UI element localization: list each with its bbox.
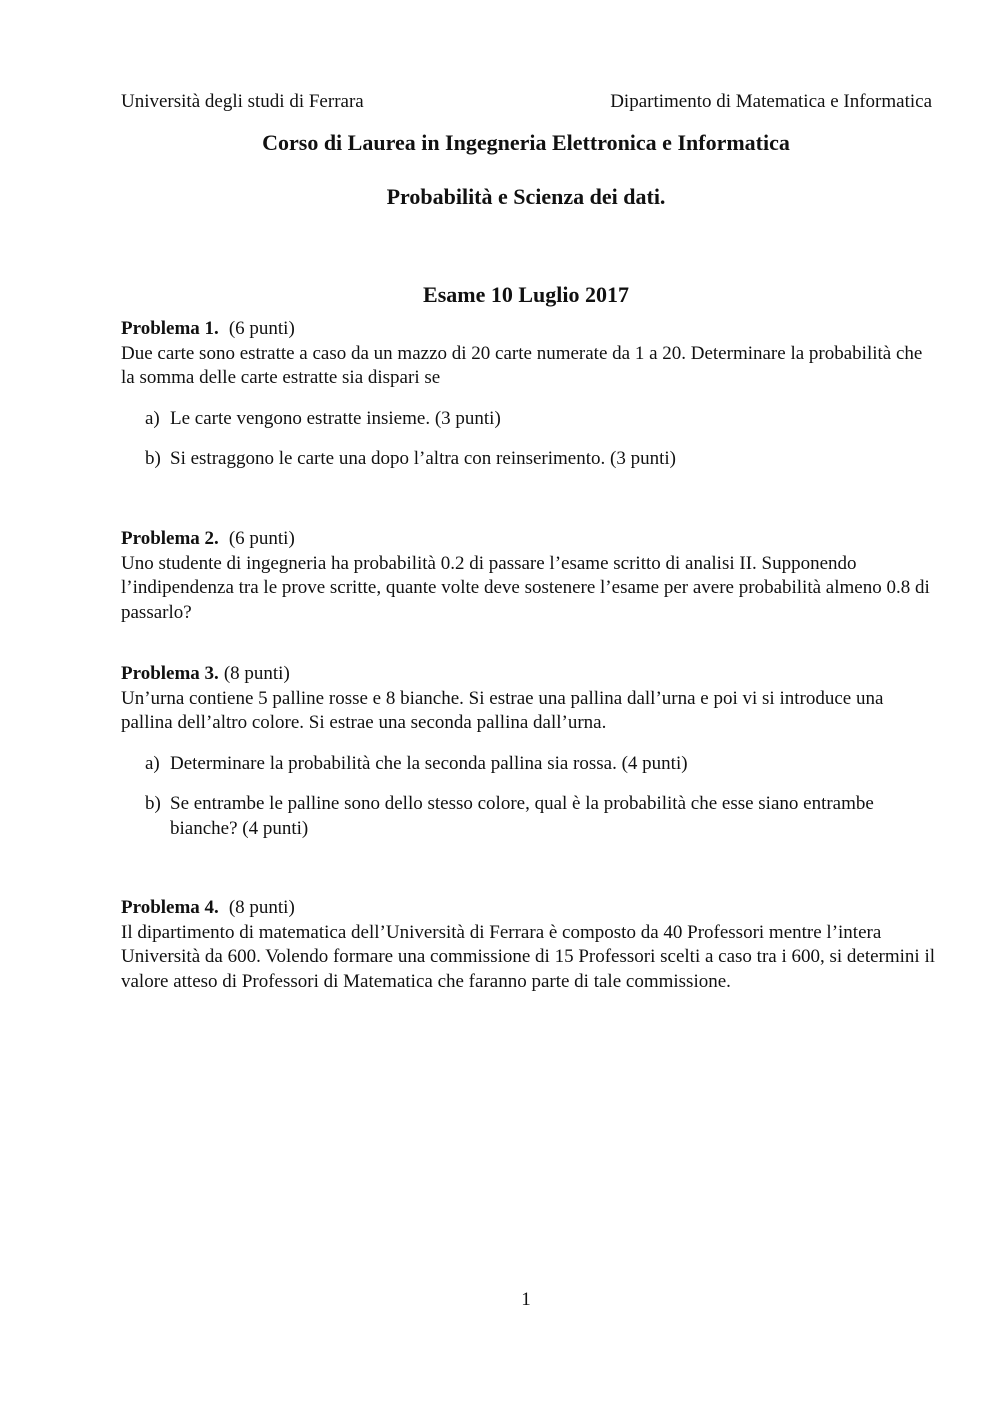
- problem-text: Uno studente di ingegneria ha probabilità 0.2 di passare l’esame scritto di analisi II. Supponendo l’indipendenza tra le prove scritte, quante volte deve sostenere l’esame per avere probabilità almeno 0.8 di passarlo?: [121, 552, 930, 623]
- subitem-text: Determinare la probabilità che la seconda pallina sia rossa. (4 punti): [170, 752, 688, 774]
- problem-heading: [121, 317, 936, 342]
- problem-heading: [121, 662, 936, 687]
- subitem-a: [121, 407, 936, 432]
- problem-text: Un’urna contiene 5 palline rosse e 8 bianche. Si estrae una pallina dall’urna e poi vi si introduce una pallina dell’altro colore. Si estrae una seconda pallina dall’urna.: [121, 687, 884, 733]
- subitem-marker: a): [145, 407, 160, 429]
- problem-1: [121, 317, 936, 472]
- problem-points: (8 punti): [228, 897, 295, 918]
- subitem-text: Si estraggono le carte una dopo l’altra con reinserimento. (3 punti): [170, 448, 676, 469]
- problem-2: [121, 527, 936, 625]
- problem-3: [121, 662, 936, 841]
- problem-points: (6 punti): [228, 528, 295, 549]
- problem-label: Problema 4.: [121, 897, 219, 918]
- problem-4: [121, 896, 936, 994]
- subitem-text: Le carte vengono estratte insieme. (3 punti): [170, 407, 501, 429]
- subitem-marker: a): [145, 752, 160, 774]
- problem-points: (6 punti): [228, 318, 295, 339]
- page-number: 1: [521, 1289, 531, 1310]
- problem-points: (8 punti): [223, 663, 290, 684]
- exam-title: Esame 10 Luglio 2017: [423, 282, 629, 307]
- problem-label: Problema 2.: [121, 528, 219, 549]
- course-title: Corso di Laurea in Ingegneria Elettronica e Informatica: [262, 130, 790, 155]
- subitem-marker: b): [145, 793, 161, 814]
- problem-heading: [121, 896, 936, 921]
- problem-heading: [121, 527, 936, 552]
- problem-subitems: [121, 407, 936, 472]
- subject-title: Probabilità e Scienza dei dati.: [386, 184, 666, 209]
- subitem-a: [121, 752, 936, 777]
- subitem-b: [121, 792, 936, 841]
- subitem-text: Se entrambe le palline sono dello stesso colore, qual è la probabilità che esse siano entrambe bianche? (4 punti): [170, 793, 874, 839]
- problem-subitems: [121, 752, 936, 842]
- problem-label: Problema 3.: [121, 663, 219, 684]
- header-department: Dipartimento di Matematica e Informatica: [610, 91, 932, 112]
- subitem-marker: b): [145, 448, 161, 469]
- problem-text: Due carte sono estratte a caso da un mazzo di 20 carte numerate da 1 a 20. Determinare la probabilità che la somma delle carte estratte sia dispari se: [121, 342, 923, 388]
- problem-text: Il dipartimento di matematica dell’Università di Ferrara è composto da 40 Professori mentre l’intera Università da 600. Volendo formare una commissione di 15 Professori scelti a caso tra i 600, si determini il valore atteso di Professori di Matematica che faranno parte di tale commissione.: [121, 921, 936, 992]
- header-university: Università degli studi di Ferrara: [121, 91, 364, 112]
- problem-label: Problema 1.: [121, 318, 219, 339]
- subitem-b: [121, 447, 936, 472]
